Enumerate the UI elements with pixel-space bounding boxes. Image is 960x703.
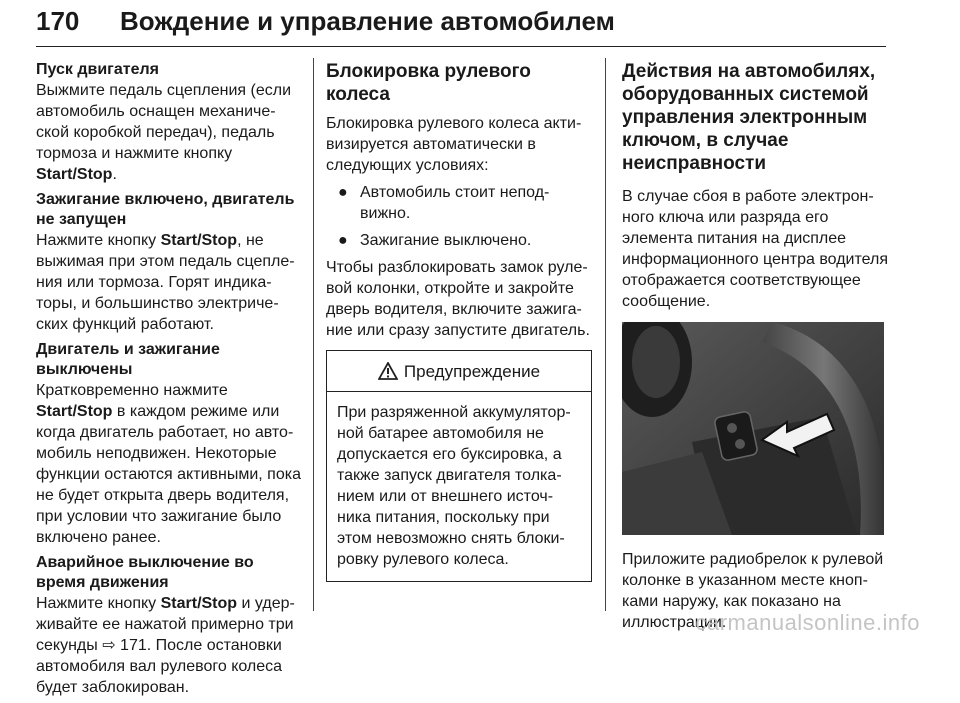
warning-body: При разряженной аккумуляторной батарее автомобиля не допускается его буксировка, а также запуск двигателя толканием или от внешнего источника питания, поскольку при этом невозможно снять блокировку рулевого колеса. (337, 404, 571, 568)
warning-box (326, 350, 592, 582)
bullet-icon: ● (338, 232, 348, 249)
heading-engine-off: Двигатель и зажигание выключены (36, 341, 220, 378)
page-ref-link[interactable]: 171 (115, 637, 147, 654)
header-rule (36, 46, 886, 47)
text: Нажмите кнопку (36, 232, 161, 249)
list-item (326, 230, 592, 251)
text: , не выжимая при этом педаль сцепления или тормоза. Горят индикаторы, и большинство электрических функций работают. (36, 232, 295, 333)
paragraph-engine-off (36, 380, 302, 548)
paragraph-unlock: Чтобы разблокировать замок рулевой колонки, откройте и закройте дверь водителя, включите зажигание или сразу запустите двигатель. (326, 259, 590, 339)
column-2 (326, 60, 592, 582)
page-title: Вождение и управление автомобилем (120, 6, 615, 36)
page-ref-arrow-icon[interactable]: ⇨ (102, 637, 116, 654)
heading-electronic-key-fault: Действия на автомобилях, оборудованных системой управления электронным ключом, в случае неисправности (622, 61, 876, 174)
heading-ignition-on: Зажигание включено, двигатель не запущен (36, 191, 295, 228)
warning-title: Предупреждение (403, 361, 541, 381)
text: и удерживайте ее нажатой примерно три секунды (36, 595, 295, 654)
text: в каждом режиме или когда двигатель работает, но автомобиль неподвижен. Некоторые функции остаются активными, пока не будет открыта дверь водителя, при условии что зажигание было включено ранее. (36, 403, 301, 546)
watermark: carmanualsonline.info (695, 610, 920, 635)
bullet-text: Автомобиль стоит неподвижно. (360, 184, 550, 222)
text: Выжмите педаль сцепления (если автомобиль оснащен механической коробкой передач), педаль тормоза и нажмите кнопку (36, 82, 292, 162)
start-stop-label: Start/Stop (36, 403, 113, 420)
steering-column-illustration (622, 322, 884, 535)
bullet-icon: ● (338, 184, 348, 201)
warning-triangle-icon (378, 362, 398, 380)
start-stop-label: Start/Stop (160, 595, 238, 612)
paragraph-key-fault: В случае сбоя в работе электронного ключа или разряда его элемента питания на дисплее информационного центра водителя отображается соответствующее сообщение. (622, 188, 888, 310)
start-stop-label: Start/Stop (160, 232, 238, 249)
warning-header (327, 351, 591, 392)
column-divider-2 (605, 58, 606, 611)
paragraph-ignition-on (36, 230, 302, 335)
text: . (112, 166, 117, 183)
illustration-caption: Приложите радиобрелок к рулевой колонке в указанном месте кнопками наружу, как показано на иллюстрации. (622, 551, 884, 631)
bullet-text: Зажигание выключено. (360, 232, 532, 249)
start-stop-label: Start/Stop (36, 166, 113, 183)
column-3 (622, 60, 888, 633)
column-divider-1 (313, 58, 314, 611)
paragraph-emergency-off (36, 593, 302, 698)
heading-steering-lock: Блокировка рулевого колеса (326, 61, 531, 105)
page-number: 170 (36, 6, 80, 36)
text: Нажмите кнопку (36, 595, 161, 612)
page-header (36, 4, 886, 48)
text: . После остановки автомобиля вал рулевого колеса будет заблокирован. (36, 637, 283, 696)
paragraph-engine-start (36, 80, 302, 185)
heading-engine-start: Пуск двигателя (36, 61, 159, 78)
paragraph-steering-intro: Блокировка рулевого колеса активизируется автоматически в следующих условиях: (326, 115, 582, 174)
list-item (326, 182, 592, 224)
text: Кратковременно нажмите (36, 382, 228, 399)
heading-emergency-off: Аварийное выключение во время движения (36, 554, 254, 591)
bullet-list (326, 182, 592, 251)
column-1 (36, 60, 302, 703)
